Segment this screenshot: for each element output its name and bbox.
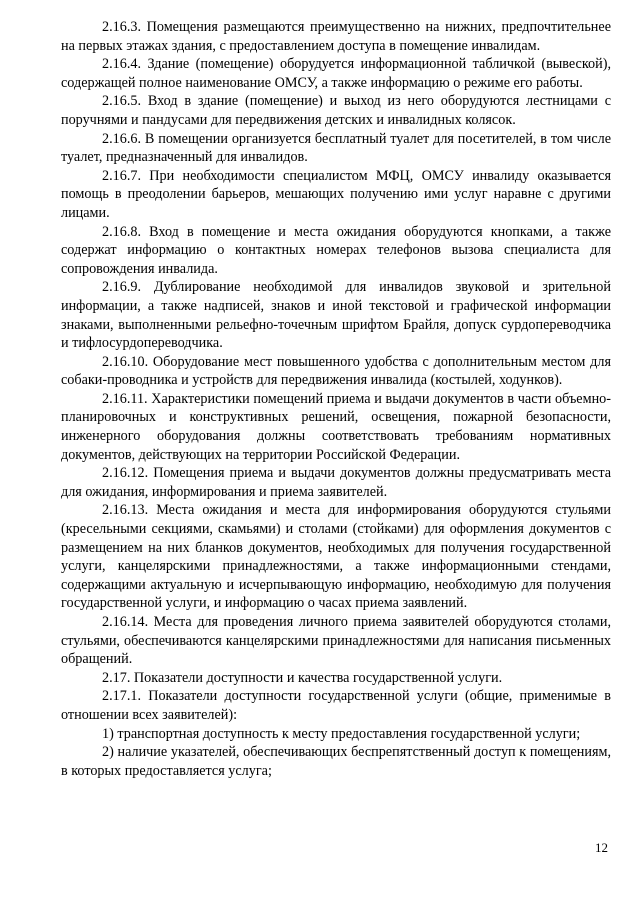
paragraph-2-16-6: 2.16.6. В помещении организуется бесплатный туалет для посетителей, в том числе туалет, предназначенный для инвалидов.	[61, 130, 611, 166]
paragraph-2-17-1: 2.17.1. Показатели доступности государственной услуги (общие, применимые в отношении всех заявителей):	[61, 688, 611, 723]
paragraph-2-16-12: 2.16.12. Помещения приема и выдачи документов должны предусматривать места для ожидания, информирования и приема заявителей.	[61, 465, 611, 500]
paragraph-2-16-7: 2.16.7. При необходимости специалистом МФЦ, ОМСУ инвалиду оказывается помощь в преодолении барьеров, мешающих получению ими услуг наравне с другими лицами.	[61, 167, 611, 221]
page-number: 12	[595, 840, 608, 855]
document-body	[61, 18, 611, 780]
paragraph-2-16-10: 2.16.10. Оборудование мест повышенного удобства с дополнительным местом для собаки-проводника и устройств для передвижения инвалида (костылей, ходунков).	[61, 353, 611, 389]
paragraph-2-16-13: 2.16.13. Места ожидания и места для информирования оборудуются стульями (кресельными секциями, скамьями) и столами (стойками) для оформления документов с размещением на них бланков документов, необходимых для получения государственной услуги, канцелярскими принадлежностями, а также информационными стендами, содержащими актуальную и исчерпывающую информацию, необходимую для получения государственной услуги, и информацию о часах приема заявлений.	[61, 502, 611, 612]
paragraph-2-17: 2.17. Показатели доступности и качества государственной услуги.	[102, 669, 503, 686]
paragraph-2-16-9: 2.16.9. Дублирование необходимой для инвалидов звуковой и зрительной информации, а также надписей, знаков и иной текстовой и графической информации знаками, выполненными рельефно-точечным шрифтом Брайля, допуск сурдопереводчика и тифлосурдопереводчика.	[61, 279, 611, 352]
paragraph-2-16-8: 2.16.8. Вход в помещение и места ожидания оборудуются кнопками, а также содержат информацию о контактных номерах телефонов вызова специалиста для сопровождения инвалида.	[61, 223, 611, 277]
paragraph-2-16-14: 2.16.14. Места для проведения личного приема заявителей оборудуются столами, стульями, обеспечиваются канцелярскими принадлежностями для написания письменных обращений.	[61, 614, 611, 668]
paragraph-2-16-5: 2.16.5. Вход в здание (помещение) и выход из него оборудуются лестницами с поручнями и пандусами для передвижения детских и инвалидных колясок.	[61, 93, 611, 128]
paragraph-2-16-11: 2.16.11. Характеристики помещений приема и выдачи документов в части объемно-планировочных и конструктивных решений, освещения, пожарной безопасности, инженерного оборудования должны соответствовать требованиям нормативных документов, действующих на территории Российской Федерации.	[61, 390, 611, 463]
paragraph-2-16-4: 2.16.4. Здание (помещение) оборудуется информационной табличкой (вывеской), содержащей полное наименование ОМСУ, а также информацию о режиме его работы.	[61, 56, 611, 91]
paragraph-2-16-3: 2.16.3. Помещения размещаются преимущественно на нижних, предпочтительнее на первых этажах здания, с предоставлением доступа в помещение инвалидам.	[61, 19, 611, 54]
accessibility-indicators-list	[61, 725, 611, 781]
list-item: 1) транспортная доступность к месту предоставления государственной услуги;	[102, 725, 581, 742]
list-item: 2) наличие указателей, обеспечивающих беспрепятственный доступ к помещениям, в которых предоставляется услуга;	[61, 744, 611, 779]
